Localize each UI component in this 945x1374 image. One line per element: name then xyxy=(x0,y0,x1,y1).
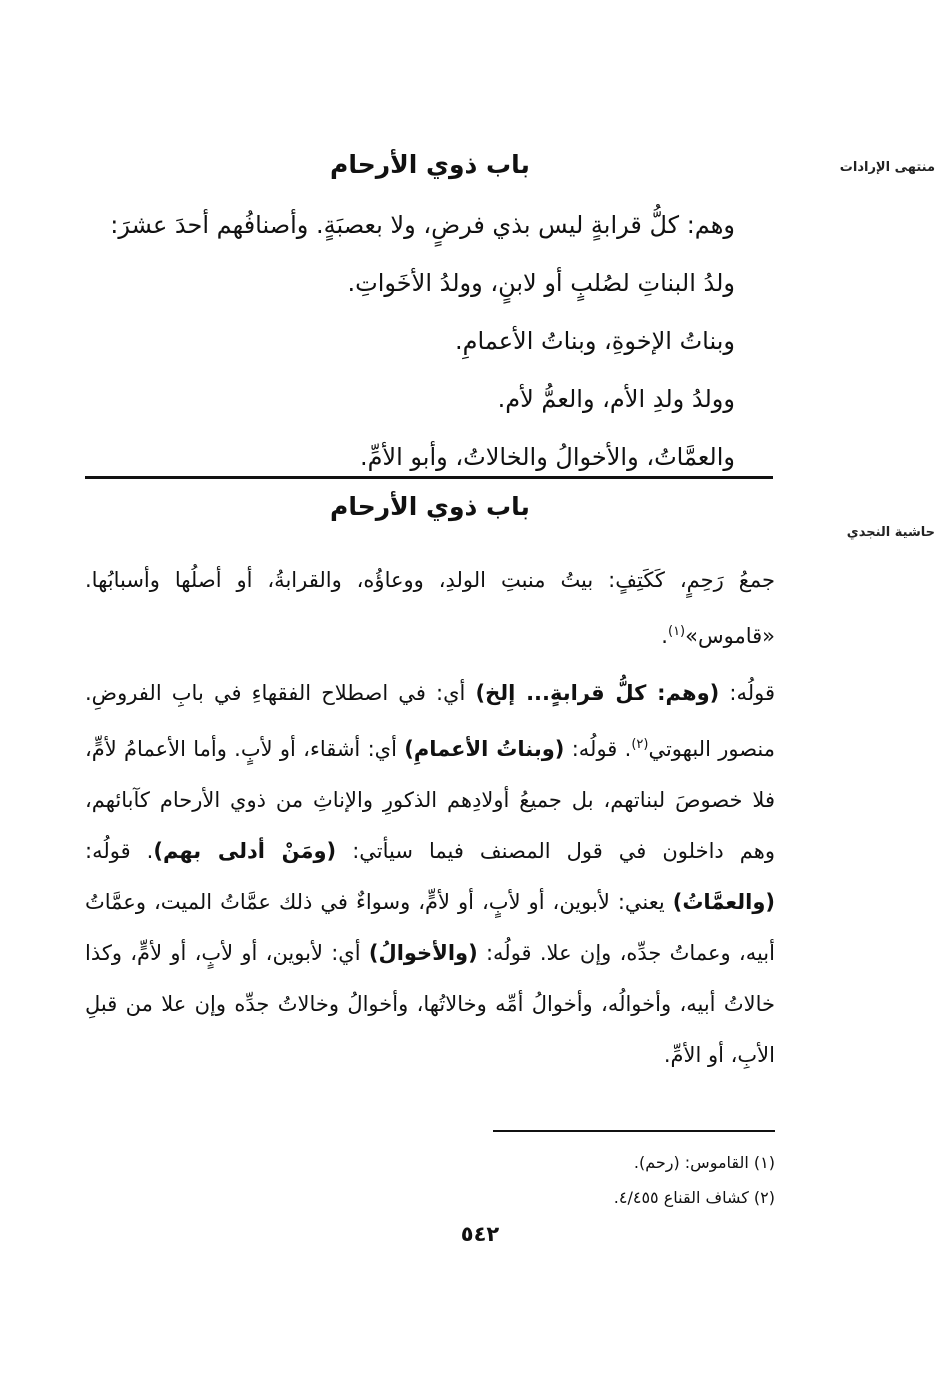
quote-2-commentary: أي: أشقاء، أو لأبٍ. وأما الأعمامُ لأمٍّ، فلا خصوصَ لبناتهم، بل جميعُ أولادِهم الذكورِ والإناثِ من ذوي الأرحام كآبائهم، وهم داخلون في قول المصنف فيما سيأتي: xyxy=(85,737,775,863)
quote-1-intro: قولُه: xyxy=(719,681,775,705)
section-divider xyxy=(85,476,773,479)
side-label-hashiya: حاشية النجدي xyxy=(846,525,935,540)
hashiya-paragraph-1 xyxy=(85,555,775,662)
page-number: ٥٤٢ xyxy=(460,1222,500,1246)
quote-2: (وبناتُ الأعمامِ) xyxy=(404,737,565,761)
matn-line-2: ولدُ البناتِ لصُلبٍ أو لابنٍ، وولدُ الأخَواتِ. xyxy=(347,269,735,297)
quote-4-intro: . قولُه: xyxy=(85,839,154,863)
matn-line-5: والعمَّاتُ، والأخوالُ والخالاتُ، وأبو الأمِّ. xyxy=(359,443,735,471)
footnote-1: (١) القاموس: (رحم). xyxy=(633,1153,775,1172)
quote-5-commentary: أي: لأبوين، أو لأبٍ، أو لأمٍّ، وكذا خالاتُ أبيه، وأخوالُه، وأخوالُ أمِّه وخالاتُها، وأخوالُ وخالاتُ جدِّه وإن علا من قبلِ الأبِ، أو الأمِّ. xyxy=(85,941,775,1067)
footnote-2: (٢) كشاف القناع ٤/٤٥٥. xyxy=(613,1188,775,1207)
quote-4: (والعمَّاتُ) xyxy=(672,890,775,914)
hashiya-heading: باب ذوي الأرحام xyxy=(330,492,530,521)
quote-4-commentary: يعني: لأبوين، أو لأبٍ، أو لأمٍّ، وسواءٌ في ذلك عمَّاتُ الميت، وعمَّاتُ أبيه، وعماتُ جدِّه، وإن علا. قولُه: xyxy=(85,890,775,965)
footnote-divider xyxy=(493,1130,775,1132)
footnotes xyxy=(375,1145,775,1215)
quote-3: (ومَنْ أدلى بهم) xyxy=(153,839,337,863)
matn-line-3: وبناتُ الإخوةِ، وبناتُ الأعمامِ. xyxy=(455,327,735,355)
matn-text xyxy=(85,196,735,486)
quote-1: (وهم: كلُّ قرابةٍ... إلخ) xyxy=(475,681,720,705)
side-label-matn: منتهى الإرادات xyxy=(839,160,935,175)
hashiya-paragraph-2 xyxy=(85,668,775,1081)
quote-5: (والأخوالُ) xyxy=(368,941,478,965)
footnote-ref-2: (٢) xyxy=(631,737,649,752)
paragraph-1-text: جمعُ رَحِمٍ، كَكَتِفٍ: بيتُ منبتِ الولدِ، ووعاؤُه، والقرابةُ، أو أصلُها وأسبابُها. «قاموس» xyxy=(85,568,775,648)
matn-heading: باب ذوي الأرحام xyxy=(330,150,530,179)
footnote-ref-1: (١) xyxy=(667,624,686,639)
paragraph-1-end: . xyxy=(661,624,668,648)
quote-1-commentary: أي: في اصطلاح الفقهاءِ في بابِ الفروضِ. منصور البهوتي xyxy=(85,681,775,761)
matn-line-4: وولدُ ولدِ الأم، والعمُّ لأم. xyxy=(497,385,735,413)
matn-line-1: وهم: كلُّ قرابةٍ ليس بذي فرضٍ، ولا بعصبَةٍ. وأصنافُهم أحدَ عشرَ: xyxy=(110,211,735,239)
quote-2-intro: . قولُه: xyxy=(564,737,632,761)
